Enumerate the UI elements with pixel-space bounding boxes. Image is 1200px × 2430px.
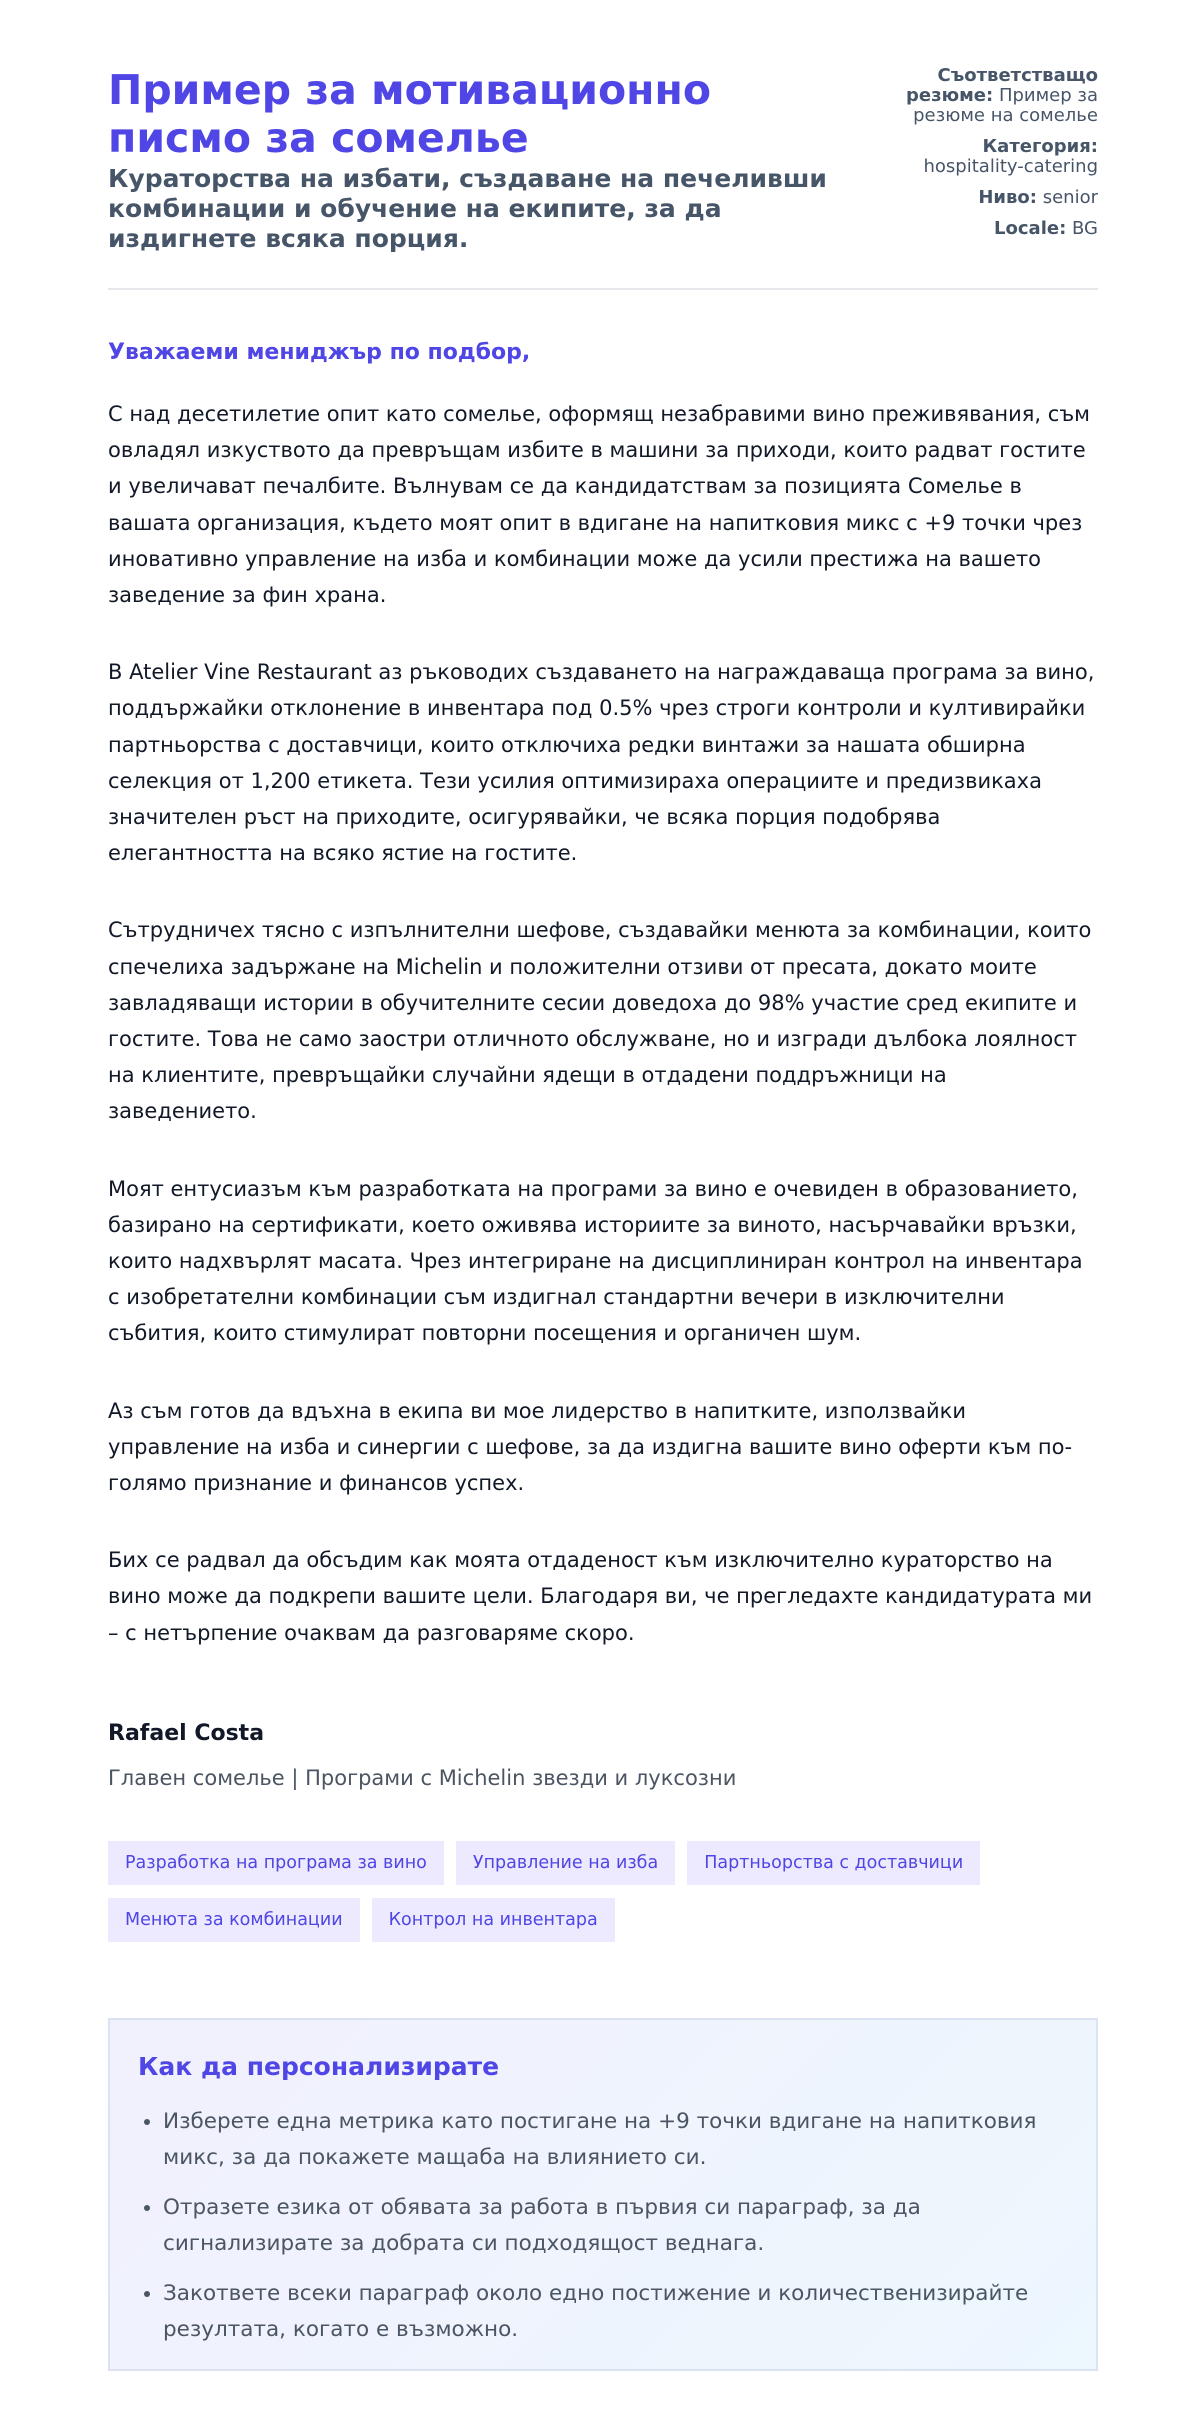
letter-paragraph: С над десетилетие опит като сомелье, оформящ незабравими вино преживявания, съм овладял изкуството да превръщам избите в машини за приходи, които радват гостите и увеличават печалбите. Вълнувам се да кандидатствам за позицията Сомелье в вашата организация, където моят опит в вдигане на напитковия микс с +9 точки чрез иновативно управление на изба и комбинации може да усили престижа на вашето заведение за фин храна.	[108, 402, 1091, 608]
skill-tag: Разработка на програма за вино	[108, 1841, 444, 1885]
meta-level: Ниво: senior	[978, 187, 1098, 208]
meta-category: Категория: hospitality-catering	[923, 136, 1098, 177]
letter-paragraph: Бих се радвал да обсъдим как моята отдаденост към изключително кураторство на вино може да подкрепи вашите цели. Благодаря ви, че прегледахте кандидатурата ми – с нетърпение очаквам да разговаряме скоро.	[108, 1548, 1093, 1645]
letter-paragraph: Аз съм готов да вдъхна в екипа ви мое лидерство в напитките, използвайки управление на изба и синергии с шефове, за да издигна вашите вино оферти към по-голямо признание и финансов успех.	[108, 1398, 1073, 1496]
tips-heading: Как да персонализирате	[138, 2051, 500, 2081]
skill-tag: Партньорства с доставчици	[687, 1841, 980, 1885]
meta-matching-resume: Съответстващо резюме: Пример за резюме на сомелье	[906, 65, 1098, 126]
signature-title: Главен сомелье | Програми с Michelin звезди и луксозни	[108, 1765, 737, 1790]
tip-item: • Изберете една метрика като постигане на +9 точки вдигане на напитковия микс, за да покажете мащаба на влиянието си.	[163, 2104, 1068, 2176]
letter-paragraph: Сътрудничех тясно с изпълнителни шефове, създавайки менюта за комбинации, които спечелиха задържане на Michelin и положителни отзиви от пресата, докато моите завладяващи истории в обучителните сесии доведоха до 98% участие сред екипите и гостите. Това не само заостри отличното обслужване, но и изгради дълбока лоялност на клиентите, превръщайки случайни ядещи в отдадени поддръжници на заведението.	[108, 918, 1092, 1124]
meta-locale: Locale: BG	[994, 218, 1098, 239]
signature-name: Rafael Costa	[108, 1720, 265, 1746]
page-subtitle: Кураторства на избати, създаване на печеливши комбинации и обучение на екипите, за да издигнете всяка порция.	[108, 164, 827, 253]
skill-tags	[108, 1841, 1008, 1942]
tips-list	[138, 2104, 1068, 2348]
cover-letter-page	[108, 0, 1098, 2371]
page-header	[108, 66, 1098, 290]
skill-tag: Менюта за комбинации	[108, 1898, 360, 1942]
meta-info	[878, 66, 1098, 250]
customization-tips-box	[108, 2018, 1098, 2371]
skill-tag: Управление на изба	[456, 1841, 675, 1885]
tip-item: • Отразете езика от обявата за работа в първия си параграф, за да сигнализирате за добрата си подходящост веднага.	[163, 2190, 1068, 2262]
letter-paragraph: В Atelier Vine Restaurant аз ръководих създаването на награждаваща програма за вино, поддържайки отклонение в инвентара под 0.5% чрез строги контроли и култивирайки партньорства с доставчици, които отключиха редки винтажи за нашата обширна селекция от 1,200 етикета. Тези усилия оптимизираха операциите и предизвикаха значителен ръст на приходите, осигурявайки, че всяка порция подобрява елегантността на всяко ястие на гостите.	[108, 660, 1095, 866]
page-title: Пример за мотивационно писмо за сомелье	[108, 66, 711, 162]
skill-tag: Контрол на инвентара	[372, 1898, 615, 1942]
tip-item: • Закответе всеки параграф около едно постижение и количественизирайте резултата, когато е възможно.	[163, 2276, 1068, 2348]
greeting: Уважаеми мениджър по подбор,	[108, 340, 531, 365]
letter-paragraph: Моят ентусиазъм към разработката на програми за вино е очевиден в образованието, базирано на сертификати, което оживява историите за виното, насърчавайки връзки, които надхвърлят масата. Чрез интегриране на дисциплиниран контрол на инвентара с изобретателни комбинации съм издигнал стандартни вечери в изключителни събития, които стимулират повторни посещения и органичен шум.	[108, 1176, 1083, 1346]
title-block	[108, 66, 868, 254]
